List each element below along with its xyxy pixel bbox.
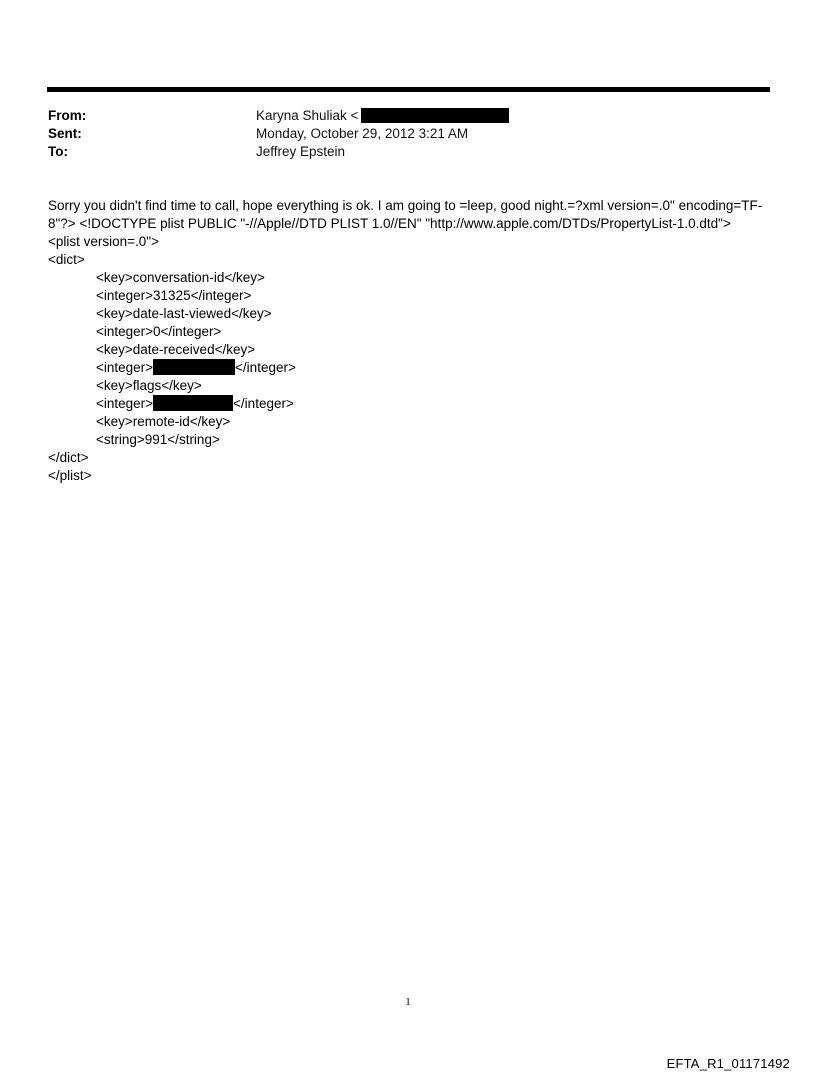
body-line: <integer>31325</integer> [96,288,252,303]
body-line-redacted [48,395,773,413]
body-line: </plist> [48,468,92,483]
body-line: 8"?> <!DOCTYPE plist PUBLIC "-//Apple//DTD PLIST 1.0//EN" "http://www.apple.com/DTDs/PropertyList-1.0.dtd"> [48,216,731,231]
header-divider [47,87,770,92]
body-line: <key>remote-id</key> [96,414,231,429]
body-line: <dict> [48,252,85,267]
redaction-block [361,108,509,123]
bates-number: EFTA_R1_01171492 [666,1056,790,1071]
body-line: <key>date-received</key> [96,342,256,357]
sent-row [48,125,768,143]
to-row [48,143,768,161]
body-line: <key>date-last-viewed</key> [96,306,272,321]
body-line: <key>conversation-id</key> [96,270,265,285]
sender-name: Karyna Shuliak < [256,108,359,123]
text-fragment: <integer> [96,360,154,375]
email-body [48,197,773,485]
body-line: <plist version=.0"> [48,234,159,249]
body-line: <key>flags</key> [96,378,202,393]
text-fragment: <integer> [96,396,154,411]
to-value: Jeffrey Epstein [256,144,346,159]
text-fragment: </integer> [235,360,296,375]
from-value [256,107,509,125]
redaction-block [153,395,233,411]
sent-value: Monday, October 29, 2012 3:21 AM [256,126,469,141]
body-line: <string>991</string> [96,432,220,447]
to-label: To: [48,144,68,159]
body-line: </dict> [48,450,89,465]
body-line: Sorry you didn't find time to call, hope everything is ok. I am going to =leep, good night.=?xml version=.0" encoding=TF- [48,198,763,213]
email-header [48,107,768,161]
body-line-redacted [48,359,773,377]
from-label: From: [48,108,87,123]
body-line: <integer>0</integer> [96,324,222,339]
redaction-block [153,359,235,375]
from-row [48,107,768,125]
page-number: 1 [405,996,411,1008]
sent-label: Sent: [48,126,82,141]
text-fragment: </integer> [233,396,294,411]
